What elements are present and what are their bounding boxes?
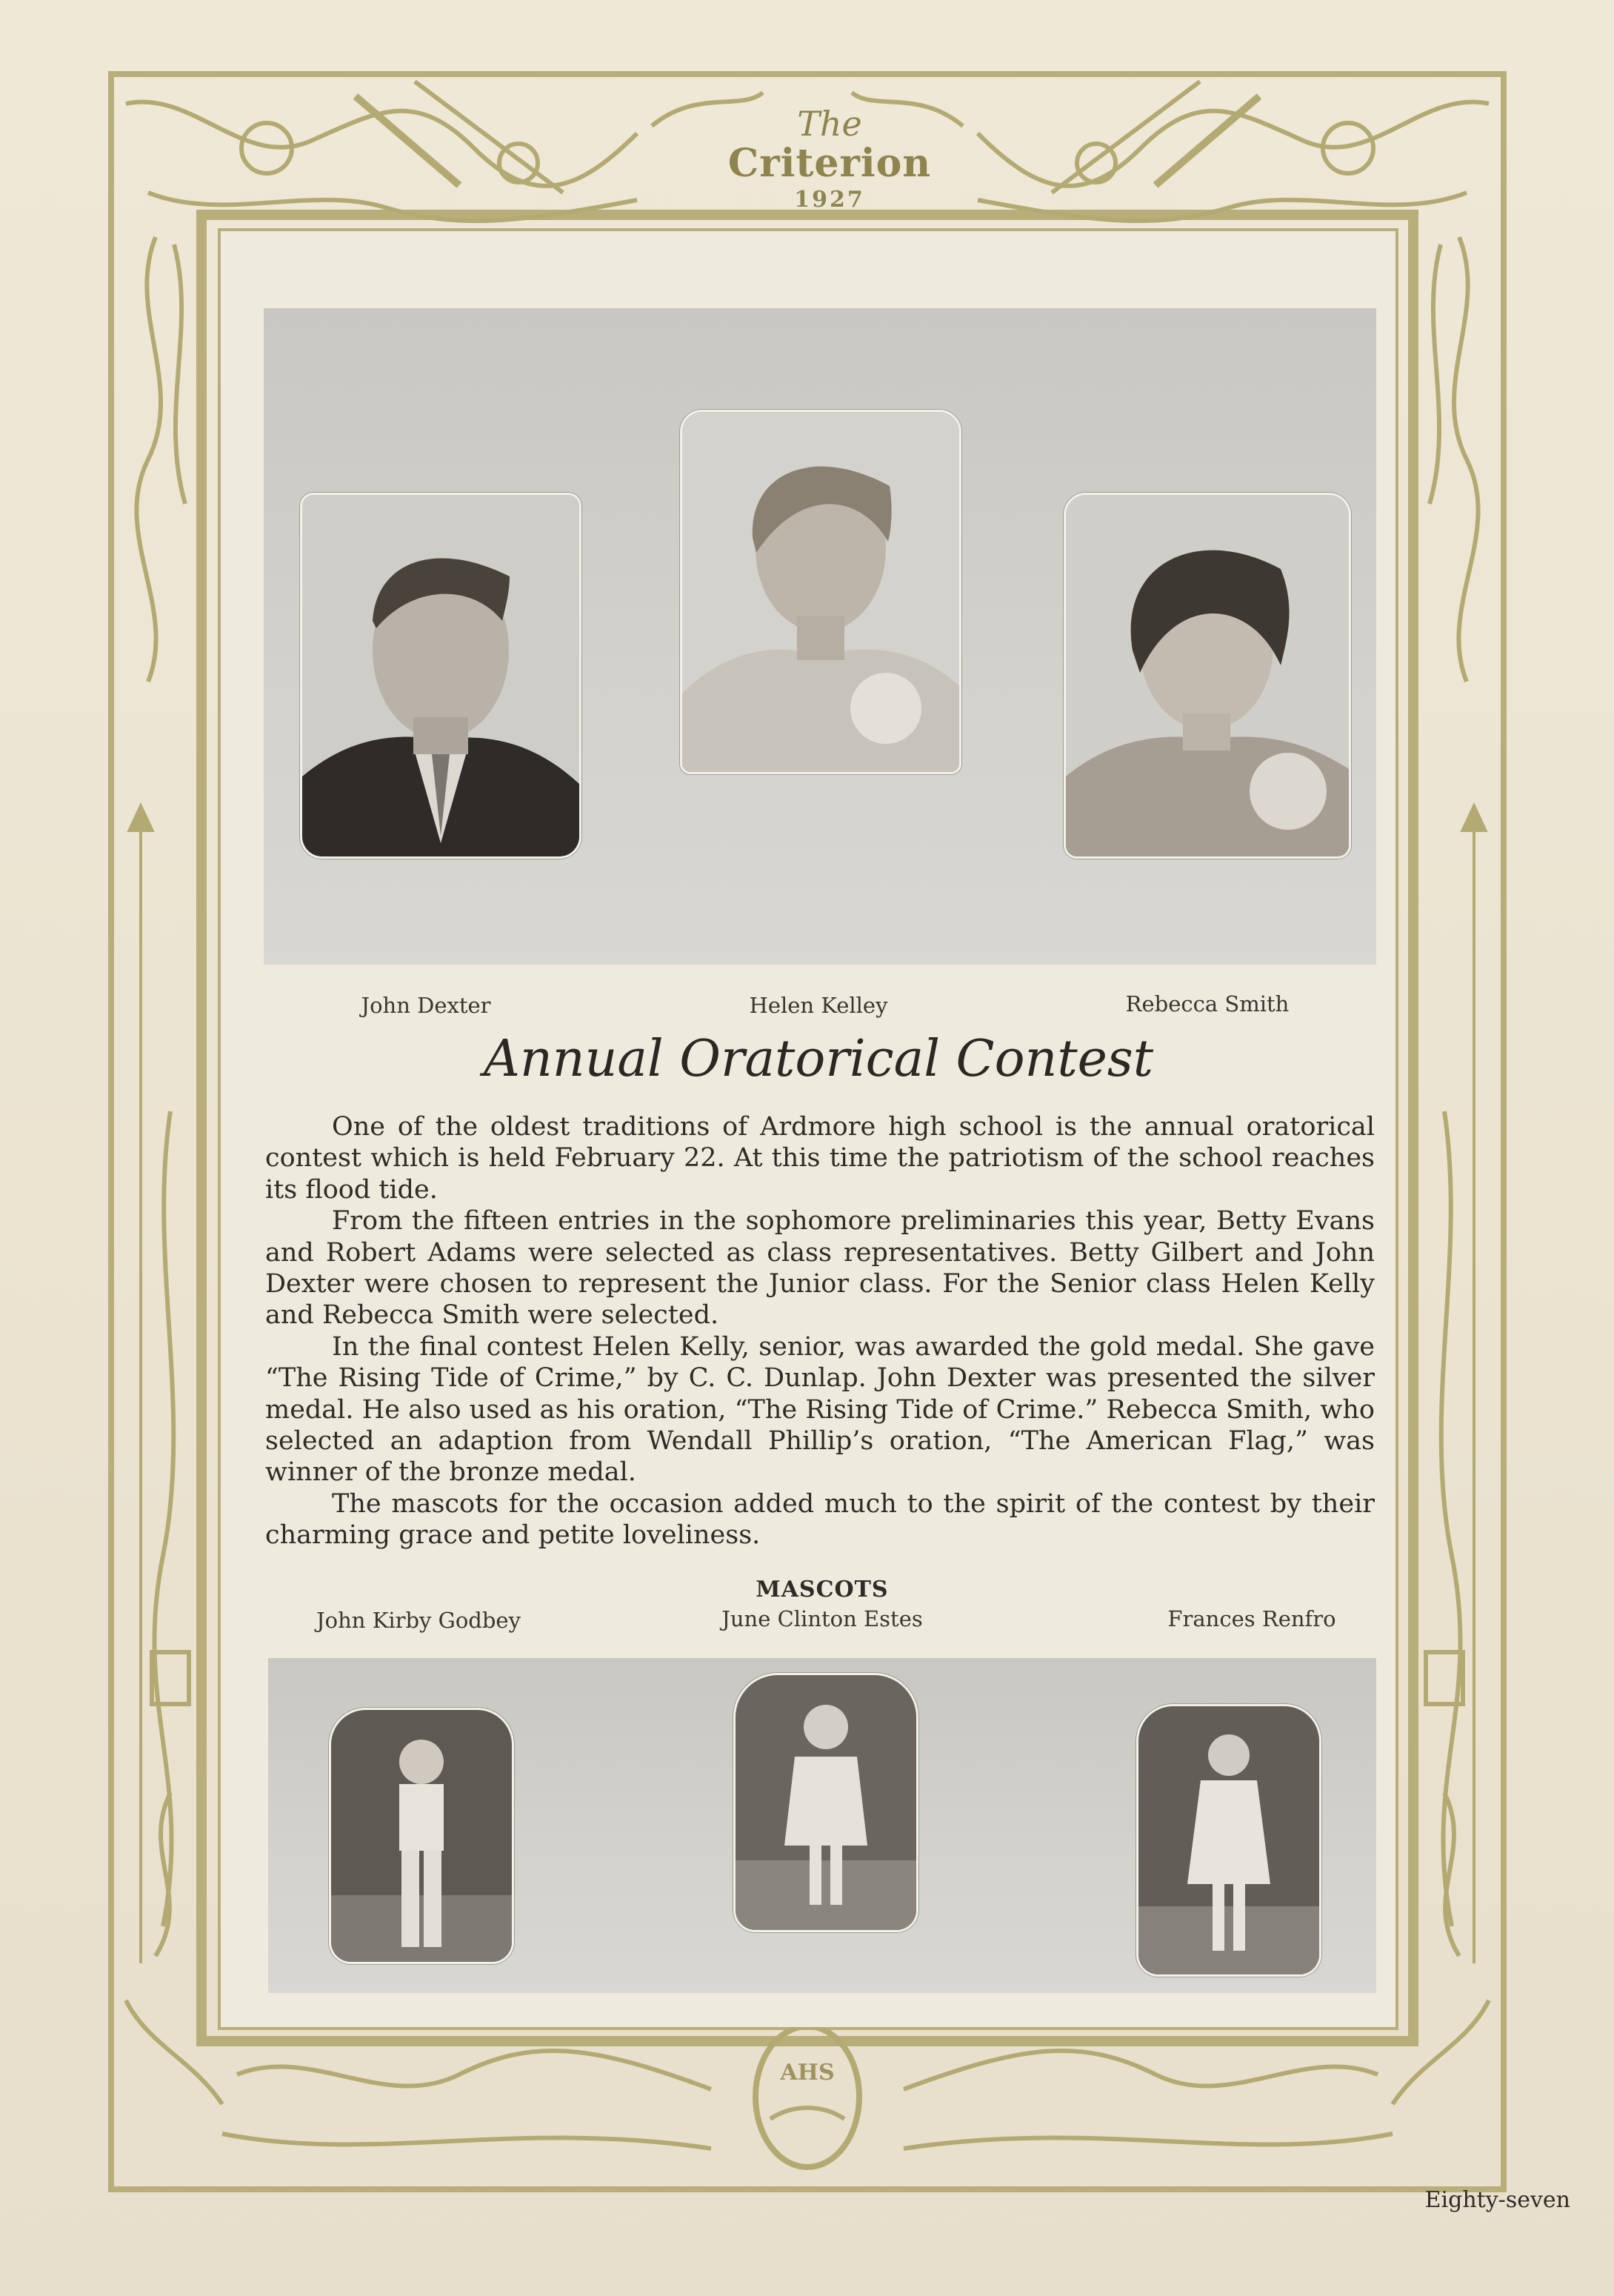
- portrait-image: [302, 495, 579, 856]
- header-title: Criterion: [727, 141, 932, 186]
- caption-helen-kelley: Helen Kelley: [749, 993, 888, 1018]
- left-ornament: [126, 237, 222, 2104]
- mascot-june-clinton-estes: [733, 1673, 918, 1932]
- page-number: Eighty-seven: [1424, 2187, 1570, 2213]
- paragraph: One of the oldest traditions of Ardmore high school is the annual oratorical contest which is held February 22. At this time the patriotism of the school reaches its flood tide.: [265, 1112, 1375, 1205]
- portrait-helen-kelley: [680, 410, 961, 774]
- crest-text: AHS: [780, 2060, 835, 2086]
- caption-rebecca-smith: Rebecca Smith: [1125, 991, 1290, 1016]
- caption-frances-renfro: Frances Renfro: [1167, 1606, 1336, 1631]
- header-year: 1927: [794, 187, 865, 213]
- caption-june-clinton-estes: June Clinton Estes: [721, 1606, 923, 1631]
- mascot-image: [736, 1675, 916, 1930]
- mascot-frances-renfro: [1136, 1704, 1321, 1977]
- article-title: Annual Oratorical Contest: [483, 1030, 1154, 1088]
- portrait-image: [1066, 495, 1349, 856]
- mascot-image: [331, 1710, 512, 1962]
- right-ornament: [1393, 237, 1489, 2104]
- paragraph: In the final contest Helen Kelly, senior, was awarded the gold medal. She gave “The Rising Tide of Crime,” by C. C. Dunlap. John Dexter was presented the silver medal. He also used as his oration, “The Rising Tide of Crime.” Rebecca Smith, who selected an adaption from Wendall Phillip’s oration, “The American Flag,” was winner of the bronze medal.: [265, 1331, 1375, 1488]
- mascot-john-kirby-godbey: [329, 1708, 514, 1964]
- article-body: [265, 1111, 1375, 1551]
- mascots-heading: MASCOTS: [756, 1577, 889, 1603]
- caption-john-kirby-godbey: John Kirby Godbey: [316, 1608, 521, 1633]
- caption-john-dexter: John Dexter: [361, 993, 491, 1018]
- paragraph: From the fifteen entries in the sophomore preliminaries this year, Betty Evans and Robert Adams were selected as class representatives. Betty Gilbert and John Dexter were chosen to represent the Junior class. For the Senior class Helen Kelly and Rebecca Smith were selected.: [265, 1206, 1375, 1331]
- portrait-john-dexter: [300, 493, 581, 859]
- crest-shield: [756, 2026, 859, 2167]
- mascot-image: [1138, 1706, 1319, 1974]
- paragraph: The mascots for the occasion added much to the spirit of the contest by their charming grace and petite loveliness.: [265, 1488, 1375, 1551]
- portrait-image: [682, 412, 959, 772]
- header-the: The: [797, 104, 862, 144]
- bottom-ornament: [222, 2026, 1393, 2167]
- portrait-rebecca-smith: [1064, 493, 1351, 859]
